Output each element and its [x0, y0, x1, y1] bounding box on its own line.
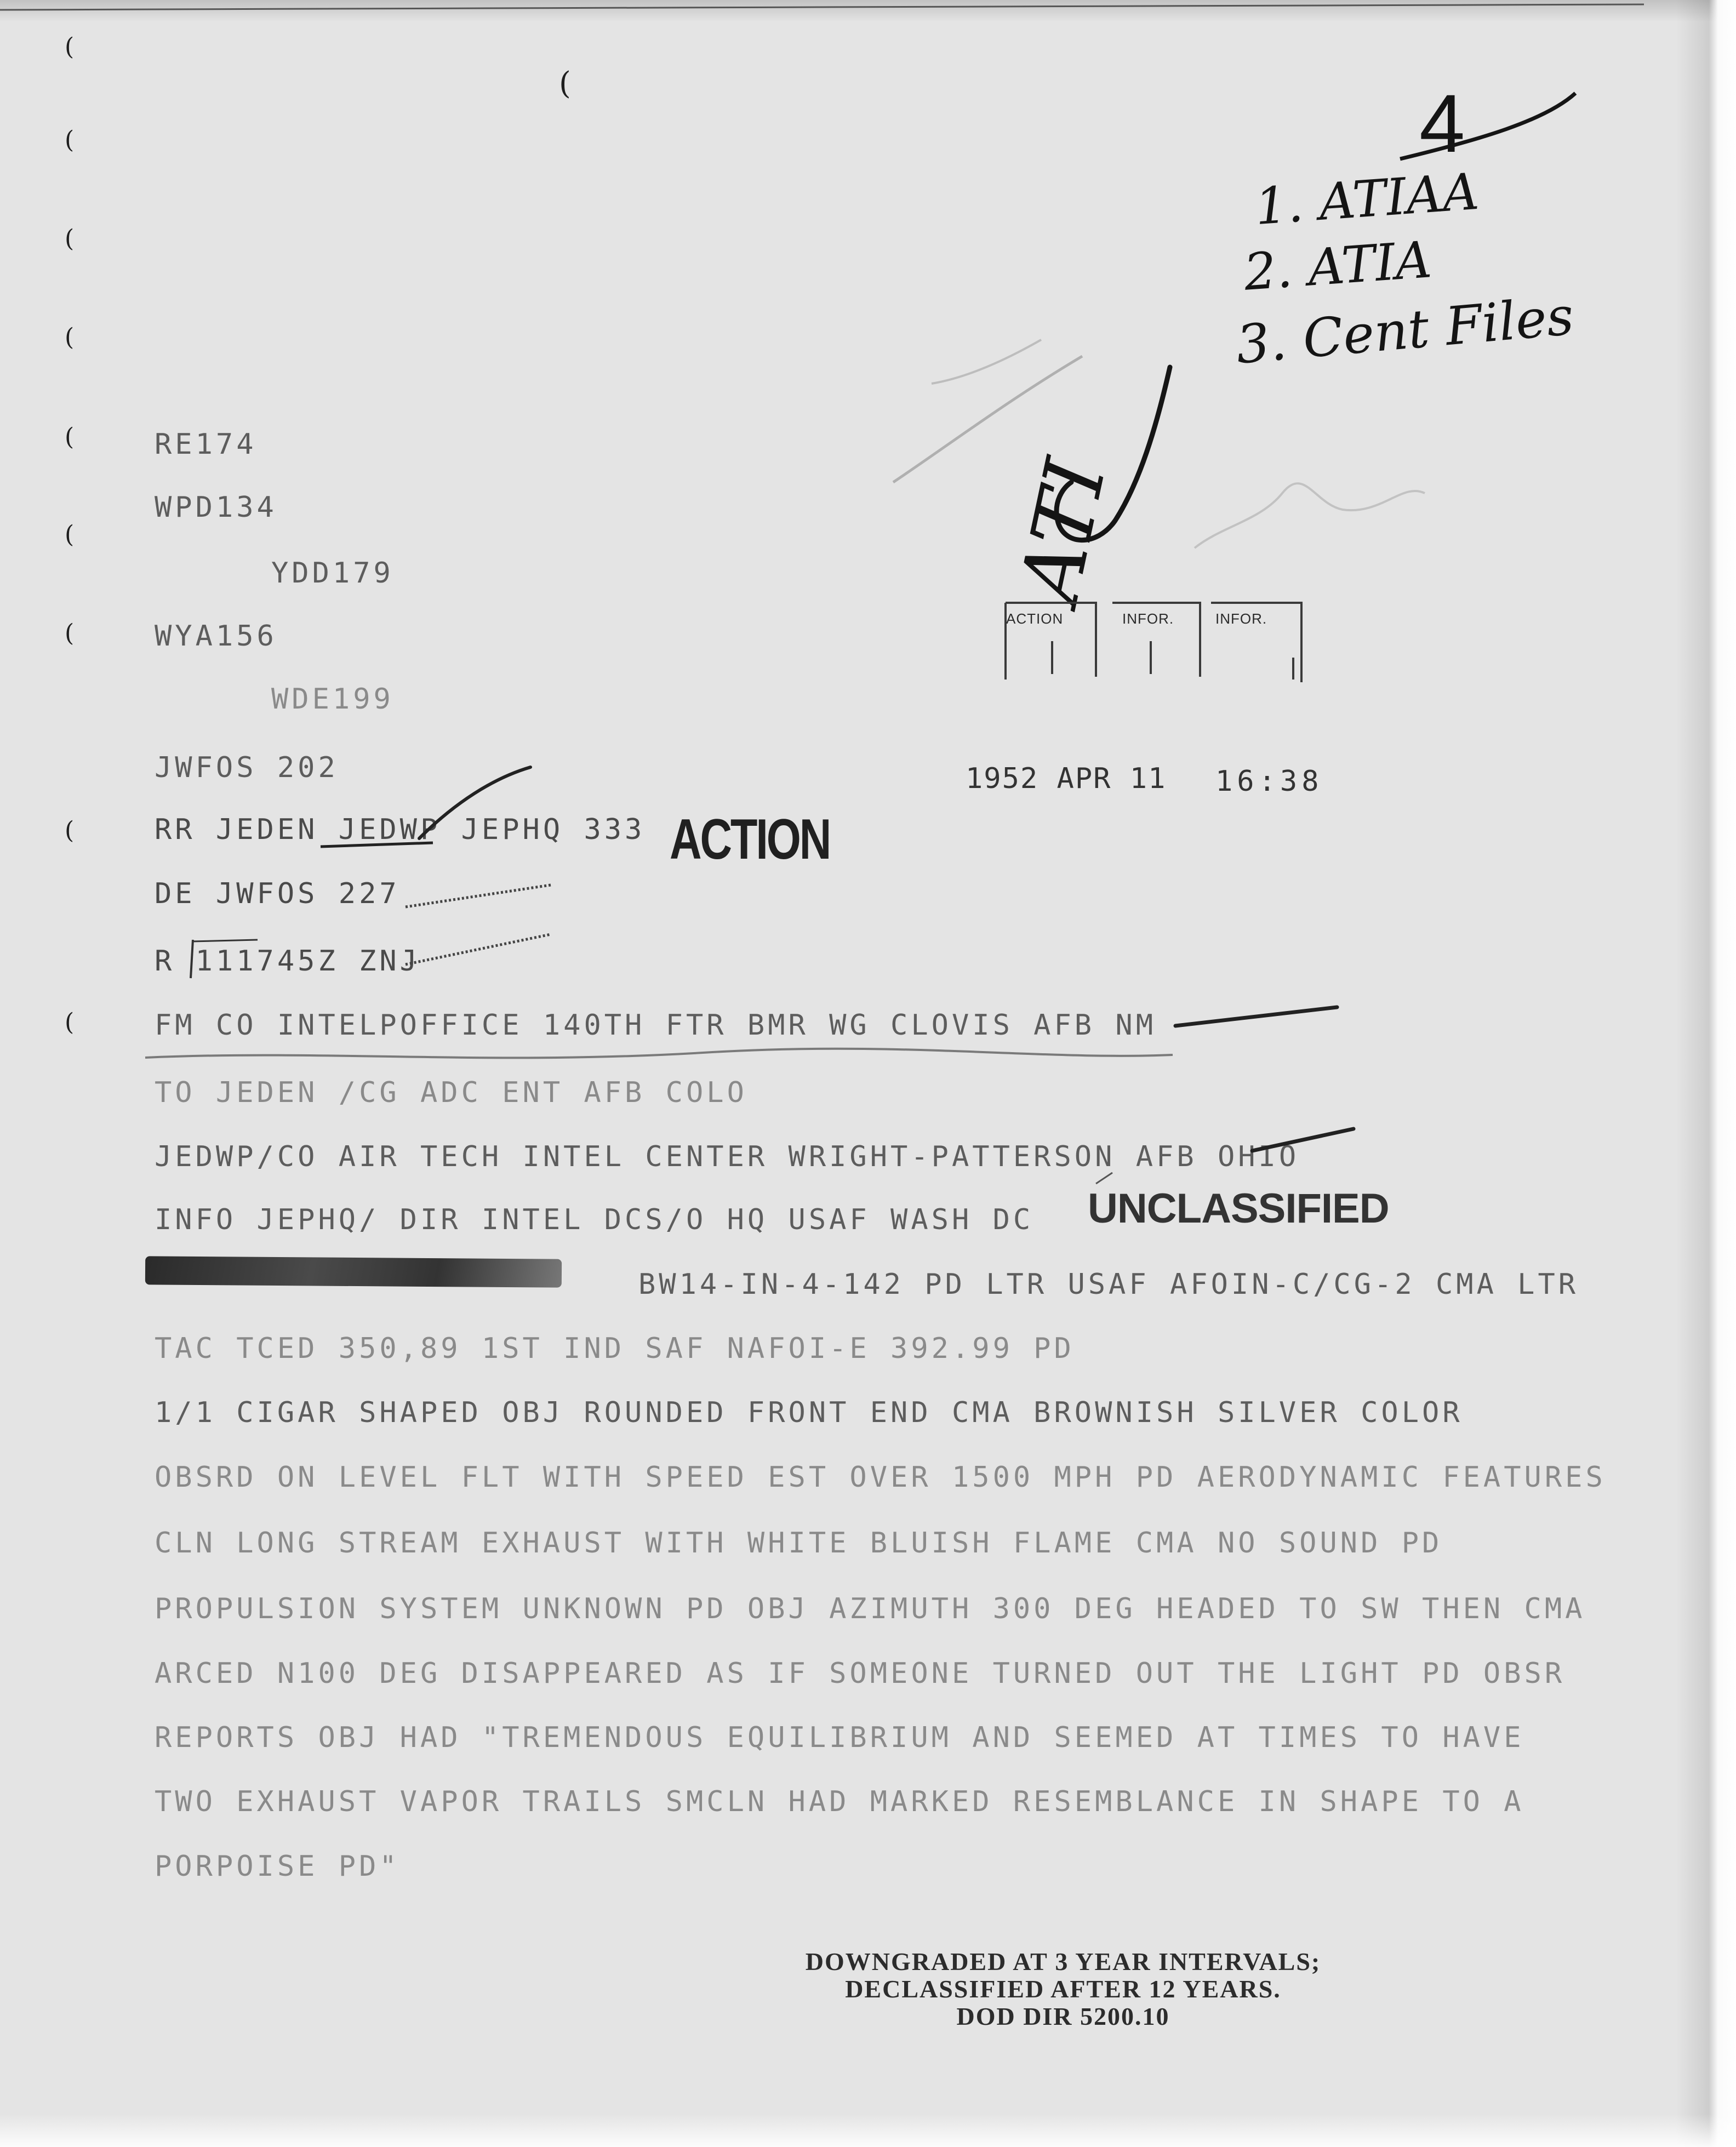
- routing-line: RR JEDEN JEDWP JEPHQ 333: [155, 813, 646, 846]
- message-line: REPORTS OBJ HAD "TREMENDOUS EQUILIBRIUM AND SEEMED AT TIMES TO HAVE: [155, 1721, 1524, 1754]
- declassification-footer: [756, 1948, 1370, 2030]
- header-code: WPD134: [155, 491, 277, 524]
- pen-tick: [419, 767, 530, 838]
- pen-underline: [321, 843, 433, 847]
- message-line: CLN LONG STREAM EXHAUST WITH WHITE BLUISH FLAME CMA NO SOUND PD: [155, 1527, 1443, 1560]
- pencil-scribble: [893, 356, 1082, 482]
- routing-box-label: INFOR.: [1122, 610, 1174, 627]
- handwritten-routing-2: 2. ATIA: [1242, 230, 1434, 302]
- document-page: ( ( ( ( ( ( ( ( ( ( RE174 WPD134 YDD179 WYA156 WDE199 JWFOS 202 RR JEDEN JEDWP JEPHQ 333 ACTION DE JWFOS 227 R 111745Z ZNJ FM CO INTELPOFFICE 140TH FTR BMR WG CLOVIS AFB NM TO JEDEN /CG ADC ENT AFB COLO JEDWP/CO AIR TECH INTEL CENTER WRIGHT-PATTERSON AFB OHIO INFO JEPHQ/ DIR INTEL DCS/O HQ USAF WASH DC UNCLASSIFIED BW14-IN-4-142 PD LTR USAF AFOIN-C/CG-2 CMA LTR TAC TCED 350,89 1ST IND SAF NAFOI-E 392.99 PD 1/1 CIGAR SHAPED OBJ ROUNDED FRONT END CMA BROWNISH SILVER COLOR OBSRD ON LEVEL FLT WITH SPEED EST OVER 1500 MPH PD AERODYNAMIC FEATURES CLN LONG STREAM EXHAUST WITH WHITE BLUISH FLAME CMA NO SOUND PD PROPULSION SYSTEM UNKNOWN PD OBJ AZIMUTH 300 DEG HEADED TO SW THEN CMA ARCED N100 DEG DISAPPEARED AS IF SOMEONE TURNED OUT THE LIGHT PD OBSR REPORTS OBJ HAD "TREMENDOUS EQUILIBRIUM AND SEEMED AT TIMES TO HAVE TWO EXHAUST VAPOR TRAILS SMCLN HAD MARKED RESEMBLANCE IN SHAPE TO A PORPOISE PD" 1952 APR 11 16:38 ACTION INFOR. INFOR. 4 1. ATIAA 2. ATIA 3. Cent Files ATI DOWNGRADED AT 3 YEAR INTERVALS; DECLASSIFIED AFTER 12 YEARS. DOD DIR 5200.10: [0, 0, 1736, 2147]
- reference-line-2: TAC TCED 350,89 1ST IND SAF NAFOI-E 392.99 PD: [155, 1332, 1075, 1365]
- to-line-2: JEDWP/CO AIR TECH INTEL CENTER WRIGHT-PATTERSON AFB OHIO: [155, 1140, 1300, 1173]
- message-line: OBSRD ON LEVEL FLT WITH SPEED EST OVER 1500 MPH PD AERODYNAMIC FEATURES: [155, 1461, 1606, 1494]
- message-line: ARCED N100 DEG DISAPPEARED AS IF SOMEONE TURNED OUT THE LIGHT PD OBSR: [155, 1657, 1566, 1690]
- message-line: PROPULSION SYSTEM UNKNOWN PD OBJ AZIMUTH 300 DEG HEADED TO SW THEN CMA: [155, 1592, 1586, 1625]
- pen-tick: [192, 940, 258, 941]
- reference-line: BW14-IN-4-142 PD LTR USAF AFOIN-C/CG-2 CMA LTR: [638, 1268, 1579, 1301]
- header-code: JWFOS 202: [155, 751, 339, 784]
- to-line: TO JEDEN /CG ADC ENT AFB COLO: [155, 1076, 747, 1109]
- header-code: WDE199: [271, 683, 394, 716]
- routing-box-frames: [1006, 603, 1301, 682]
- check-mark: [1057, 367, 1170, 540]
- header-code: RE174: [155, 428, 257, 461]
- message-line: PORPOISE PD": [155, 1850, 400, 1883]
- pen-tick: [1252, 1129, 1354, 1151]
- pen-tick: [1175, 1007, 1337, 1026]
- de-line: DE JWFOS 227: [155, 877, 400, 910]
- footer-line: DOD DIR 5200.10: [956, 2002, 1170, 2030]
- pen-tick: [406, 885, 551, 907]
- received-date: 1952 APR 11: [966, 762, 1167, 795]
- routing-box-label: INFOR.: [1215, 610, 1267, 627]
- page-edge-line: [0, 4, 1644, 10]
- message-line: TWO EXHAUST VAPOR TRAILS SMCLN HAD MARKED RESEMBLANCE IN SHAPE TO A: [155, 1785, 1524, 1818]
- handwritten-routing-1: 1. ATIAA: [1253, 162, 1481, 237]
- underline-squiggle: [145, 1049, 1173, 1058]
- footer-line: DOWNGRADED AT 3 YEAR INTERVALS;: [805, 1948, 1321, 1975]
- pen-tick: [1096, 1173, 1112, 1184]
- pen-tick: [406, 934, 551, 964]
- pencil-scribble: [932, 340, 1041, 384]
- header-code: WYA156: [155, 620, 277, 653]
- handwritten-margin-mark: ATI: [1002, 451, 1125, 610]
- action-stamp: ACTION: [670, 808, 830, 871]
- routing-box-label: ACTION: [1006, 610, 1064, 627]
- info-line: INFO JEPHQ/ DIR INTEL DCS/O HQ USAF WASH DC: [155, 1203, 1034, 1236]
- handwritten-page-number: 4: [1419, 77, 1465, 169]
- handwritten-routing-3: 3. Cent Files: [1234, 285, 1577, 376]
- header-code: YDD179: [271, 557, 394, 590]
- dtg-line: R 111745Z ZNJ: [155, 945, 420, 978]
- received-time: 16:38: [1215, 765, 1323, 798]
- classification-stamp: UNCLASSIFIED: [1088, 1185, 1389, 1232]
- footer-line: DECLASSIFIED AFTER 12 YEARS.: [845, 1975, 1281, 2003]
- message-line: 1/1 CIGAR SHAPED OBJ ROUNDED FRONT END CMA BROWNISH SILVER COLOR: [155, 1396, 1463, 1429]
- from-line: FM CO INTELPOFFICE 140TH FTR BMR WG CLOVIS AFB NM: [155, 1009, 1157, 1042]
- pen-tick: [191, 940, 193, 978]
- page-number-slash: [1400, 93, 1575, 159]
- pencil-scribble: [1195, 483, 1425, 548]
